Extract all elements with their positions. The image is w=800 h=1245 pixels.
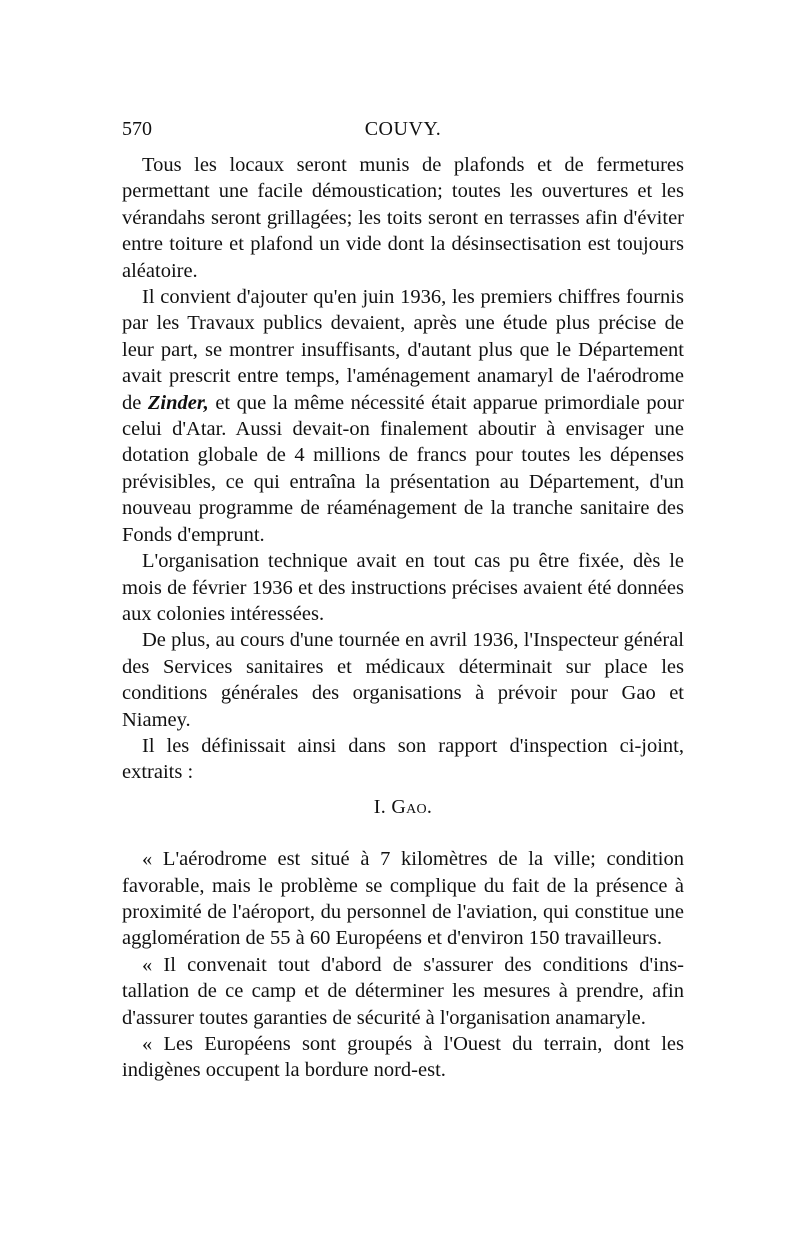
quote-paragraph: « Il convenait tout d'abord de s'assurer des conditions d'installation de ce camp et de déterminer les mesures à prendre, afin d'assurer toutes garanties de sécurité à l'organisation anamaryle. xyxy=(122,953,684,1029)
section-heading xyxy=(122,794,684,820)
body-text xyxy=(122,152,684,1084)
paragraph-text: Tous les locaux seront munis de plafonds et de fermetures permettant une facile démoustication; toutes les ouvertures et les vérandahs seront grillagées; les toits seront en terrasses afin d'éviter entre toiture et plafond un vide dont la désinsectisation est toujours aléatoire. xyxy=(122,154,684,282)
page-number: 570 xyxy=(122,118,152,140)
place-name-emphasis: Zinder, xyxy=(147,391,209,414)
paragraph xyxy=(122,733,684,786)
paragraph-text: et que la même nécessité était apparue primordiale pour celui d'Atar. Aussi devait-on finalement aboutir à envisager une dotation globale de 4 millions de francs pour toutes les dépenses prévisibles, ce qui entraîna la présentation au Département, d'un nouveau programme de réaménagement de la tranche sanitaire des Fonds d'emprunt. xyxy=(122,391,684,546)
paragraph-text: De plus, au cours d'une tournée en avril 1936, l'Inspecteur général des Services sanitaires et médicaux déterminait sur place les conditions générales des organisations à prévoir pour Gao et Niamey. xyxy=(122,629,684,731)
running-title: COUVY. xyxy=(364,118,442,140)
section-title: Gao. xyxy=(391,795,433,818)
section-number: I. xyxy=(373,795,387,818)
paragraph xyxy=(122,548,684,627)
paragraph xyxy=(122,284,684,548)
running-head xyxy=(122,118,684,144)
quote-paragraph: « L'aérodrome est situé à 7 kilomètres de la ville; condition favorable, mais le problème se complique du fait de la présence à proximité de l'aéroport, du personnel de l'aviation, qui constitue une agglomération de 55 à 60 Européens et d'environ 150 travailleurs. xyxy=(122,848,684,950)
paragraph-text: L'organisation technique avait en tout cas pu être fixée, dès le mois de février 1936 et des instructions précises avaient été données aux colonies intéressées. xyxy=(122,550,684,625)
paragraph xyxy=(122,152,684,284)
paragraph-text: Il les définissait ainsi dans son rapport d'inspection ci-joint, extraits : xyxy=(122,734,684,784)
paragraph-text: Il convient d'ajouter qu'en juin 1936, les premiers chiffres fournis par les Travaux publics devaient, après une étude plus précise de leur part, se montrer insuffisants, d'autant plus que le Département avait prescrit entre temps, l'aménagement anamaryl de l'aérodrome de xyxy=(122,286,684,414)
paragraph xyxy=(122,627,684,733)
quote-paragraph: « Les Européens sont groupés à l'Ouest du terrain, dont les indigènes occupent la bordure nord-est. xyxy=(122,1033,684,1082)
quoted-report xyxy=(122,846,684,1084)
